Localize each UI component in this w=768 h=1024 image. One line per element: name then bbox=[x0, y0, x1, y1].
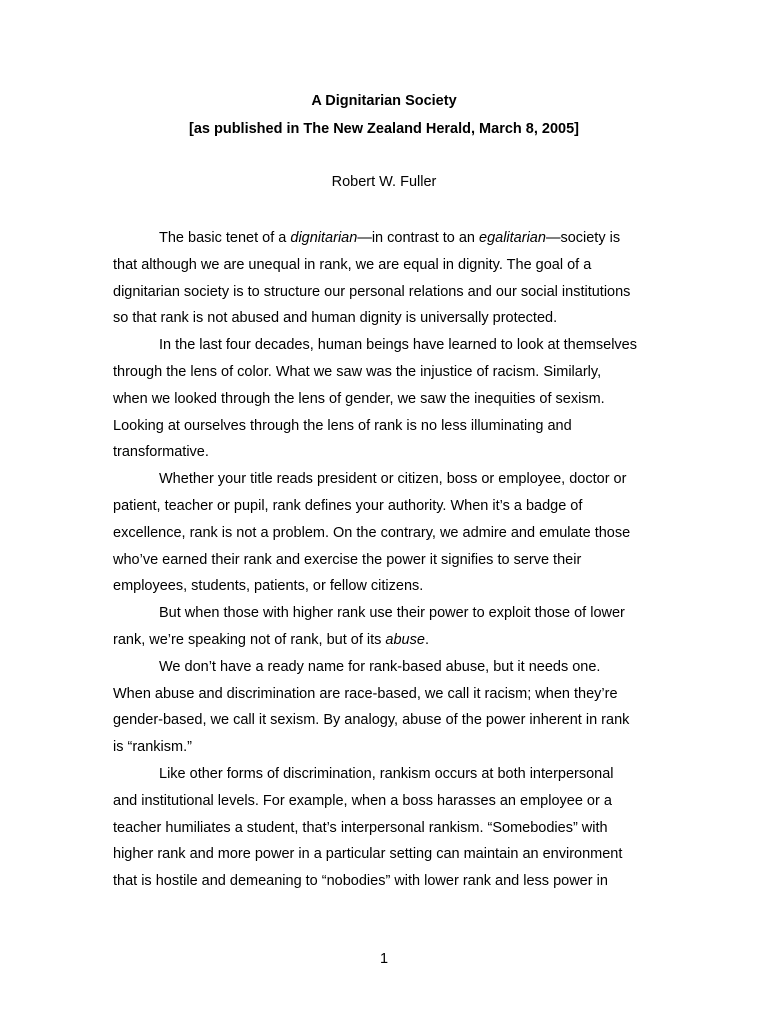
emphasis-abuse: abuse bbox=[385, 631, 425, 648]
emphasis-egalitarian: egalitarian bbox=[479, 230, 546, 246]
text-line: who’ve earned their rank and exercise the power it signifies to serve their bbox=[113, 551, 582, 568]
text-line: Whether your title reads president or citizen, boss or employee, doctor or bbox=[159, 471, 627, 488]
paragraph-1 bbox=[113, 225, 659, 332]
text-line: and institutional levels. For example, when a boss harasses an employee or a bbox=[113, 792, 612, 809]
paragraph-3 bbox=[113, 466, 659, 600]
emphasis-dignitarian: dignitarian bbox=[290, 230, 358, 246]
text-line: Like other forms of discrimination, rankism occurs at both interpersonal bbox=[159, 765, 614, 782]
text-line: When abuse and discrimination are race-based, we call it racism; when they’re bbox=[113, 685, 618, 702]
text-line: employees, students, patients, or fellow citizens. bbox=[113, 578, 424, 595]
text-line: that is hostile and demeaning to “nobodies” with lower rank and less power in bbox=[113, 873, 608, 890]
text-line: is “rankism.” bbox=[113, 739, 192, 756]
text-line: teacher humiliates a student, that’s interpersonal rankism. “Somebodies” with bbox=[113, 819, 608, 836]
text-line: dignitarian society is to structure our personal relations and our social institutions bbox=[113, 283, 631, 300]
text-line: But when those with higher rank use their power to exploit those of lower bbox=[159, 605, 625, 622]
paragraph-6 bbox=[113, 761, 659, 895]
text-line: Looking at ourselves through the lens of rank is no less illuminating and bbox=[113, 417, 572, 434]
page-number: 1 bbox=[379, 951, 389, 967]
paragraph-4 bbox=[113, 600, 659, 654]
text-line: transformative. bbox=[113, 444, 209, 461]
document-title: A Dignitarian Society bbox=[311, 93, 457, 109]
text-line: We don’t have a ready name for rank-based abuse, but it needs one. bbox=[159, 658, 601, 675]
text-line: when we looked through the lens of gender, we saw the inequities of sexism. bbox=[113, 390, 605, 407]
document-body bbox=[113, 225, 659, 895]
document-subtitle: [as published in The New Zealand Herald, March 8, 2005] bbox=[189, 121, 579, 137]
text-line: so that rank is not abused and human dignity is universally protected. bbox=[113, 310, 558, 327]
paragraph-2 bbox=[113, 332, 659, 466]
text-line: patient, teacher or pupil, rank defines your authority. When it’s a badge of bbox=[113, 497, 583, 514]
text-line: The basic tenet of a dignitarian—in contrast to an egalitarian—society is bbox=[159, 230, 621, 246]
text-line: higher rank and more power in a particular setting can maintain an environment bbox=[113, 846, 623, 863]
author-name: Robert W. Fuller bbox=[331, 174, 437, 190]
text-line: gender-based, we call it sexism. By analogy, abuse of the power inherent in rank bbox=[113, 712, 630, 729]
text-line: through the lens of color. What we saw was the injustice of racism. Similarly, bbox=[113, 363, 602, 380]
text-line: excellence, rank is not a problem. On the contrary, we admire and emulate those bbox=[113, 524, 631, 541]
text-line: that although we are unequal in rank, we are equal in dignity. The goal of a bbox=[113, 256, 592, 273]
text-line: rank, we’re speaking not of rank, but of its abuse. bbox=[113, 631, 429, 648]
paragraph-5 bbox=[113, 654, 659, 761]
text-line: In the last four decades, human beings have learned to look at themselves bbox=[159, 337, 637, 354]
